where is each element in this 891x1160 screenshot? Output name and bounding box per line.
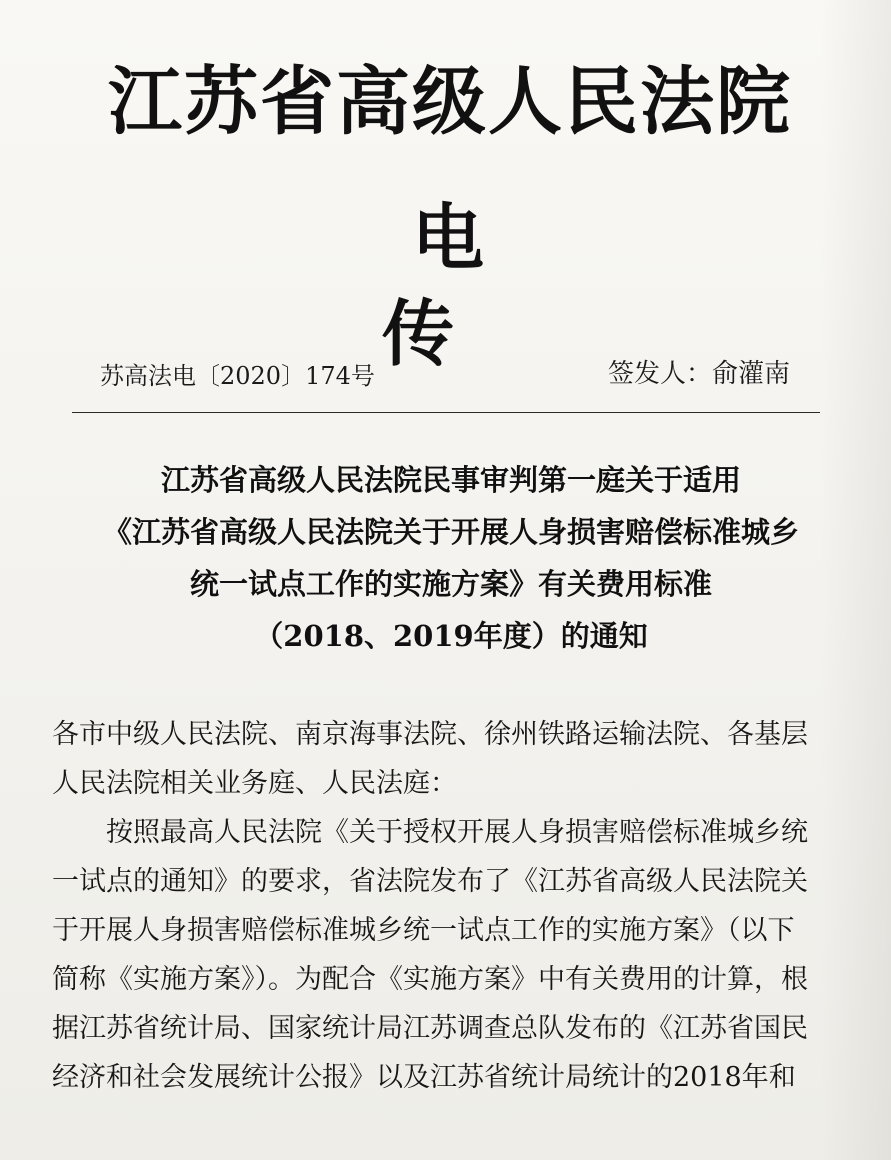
body-line: 人民法院相关业务庭、人民法庭： (52, 768, 457, 799)
body-line: 按照最高人民法院《关于授权开展人身损害赔偿标准城乡统 (52, 817, 808, 848)
body-line: 一试点的通知》的要求，省法院发布了《江苏省高级人民法院关 (52, 866, 808, 897)
body-line: 于开展人身损害赔偿标准城乡统一试点工作的实施方案》（以下 (52, 915, 795, 946)
body-line: 各市中级人民法院、南京海事法院、徐州铁路运输法院、各基层 (52, 719, 808, 750)
document-number: 苏高法电〔2020〕174号 (100, 362, 375, 390)
notice-title-line: 江苏省高级人民法院民事审判第一庭关于适用 (160, 463, 741, 497)
document-type-title: 电传 (381, 196, 544, 376)
body-line: 经济和社会发展统计公报》以及江苏省统计局统计的2018年和 (52, 1062, 796, 1093)
notice-title (56, 454, 846, 662)
body-line: 简称《实施方案》）。为配合《实施方案》中有关费用的计算，根 (52, 964, 808, 995)
notice-body (52, 710, 842, 1102)
signer: 签发人：俞灌南 (608, 359, 791, 389)
header-divider (72, 412, 820, 413)
notice-title-line: 统一试点工作的实施方案》有关费用标准 (189, 567, 712, 601)
organization-title: 江苏省高级人民法院 (108, 59, 792, 145)
notice-title-line: （2018、2019年度）的通知 (254, 619, 648, 653)
notice-title-line: 《江苏省高级人民法院关于开展人身损害赔偿标准城乡 (102, 515, 799, 549)
body-line: 据江苏省统计局、国家统计局江苏调查总队发布的《江苏省国民 (52, 1013, 808, 1044)
